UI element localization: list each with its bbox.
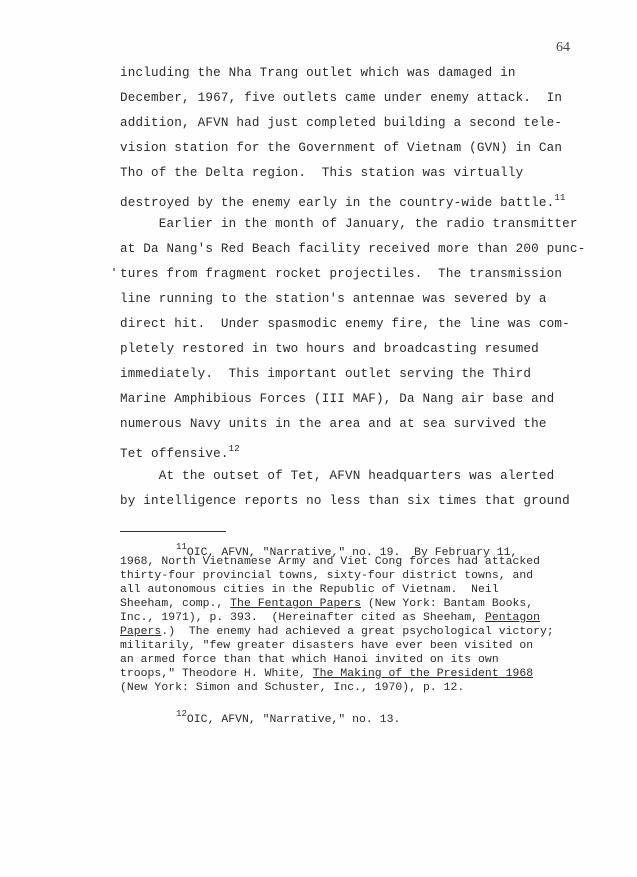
body-line: tures from fragment rocket projectiles. The transmission [120,267,563,281]
book-title: The Fentagon Papers [230,598,361,610]
body-line: line running to the station's antennae was severed by a [120,292,547,306]
footnote-11-line: (New York: Simon and Schuster, Inc., 1970), p. 12. [120,682,465,694]
footnote-separator [120,531,226,532]
body-line [120,442,240,461]
body-line-text: Tet offensive. [120,447,229,461]
footnote-11-line: $^{11}$OIC, AFVN, "Narrative," no. 19. By February 11, [176,542,518,559]
body-line: Marine Amphibious Forces (III MAF), Da Nang air base and [120,392,555,406]
book-title: Pentagon [484,612,541,624]
book-title: The Making of the President 1968 [312,668,534,680]
footnote-11-line: Papers.) The enemy had achieved a great psychological victory; [120,626,554,638]
scan-mark [113,268,115,271]
body-line: including the Nha Trang outlet which was damaged in [120,66,516,80]
body-line: December, 1967, five outlets came under enemy attack. In [120,91,563,105]
body-line: numerous Navy units in the area and at sea survived the [120,417,547,431]
body-line: At the outset of Tet, AFVN headquarters was alerted [120,469,555,483]
body-line: at Da Nang's Red Beach facility received more than 200 punc- [120,242,586,256]
body-line: direct hit. Under spasmodic enemy fire, the line was com- [120,317,570,331]
body-line: immediately. This important outlet serving the Third [120,367,532,381]
book-title: Papers [120,626,162,638]
footnote-11-line: all autonomous cities in the Republic of Vietnam. Neil [120,584,499,596]
footnote-11-line: thirty-four provincial towns, sixty-four district towns, and [120,570,534,582]
footnote-number: 11 [176,542,187,552]
footnote-11-line: troops," Theodore H. White, The Making of the President 1968 [120,668,534,680]
footnote-12-line: $^{12}$OIC, AFVN, "Narrative," no. 13. [176,709,401,726]
footnote-11-line: 1968, North Vietnamese Army and Viet Cong forces had attacked [120,556,541,568]
body-line [120,191,566,210]
footnote-ref-11: 11 [554,193,566,203]
footnote-number: 12 [176,709,187,719]
footnote-11-line: Inc., 1971), p. 393. (Hereinafter cited as Sheeham, Pentagon [120,612,541,624]
footnote-ref-12: 12 [228,444,240,454]
footnote-11-line: an armed force than that which Hanoi invited on its own [120,654,499,666]
body-line: vision station for the Government of Vietnam (GVN) in Can [120,141,563,155]
body-line-text: destroyed by the enemy early in the country-wide battle. [120,196,555,210]
footnote-11-line: Sheeham, comp., The Fentagon Papers (New York: Bantam Books, [120,598,534,610]
footnote-11-line: militarily, "few greater disasters have ever been visited on [120,640,534,652]
body-line: Tho of the Delta region. This station was virtually [120,166,524,180]
body-line: addition, AFVN had just completed building a second tele- [120,116,563,130]
body-line: pletely restored in two hours and broadcasting resumed [120,342,539,356]
body-line: Earlier in the month of January, the radio transmitter [120,217,578,231]
page-number: 64 [556,40,570,55]
body-line: by intelligence reports no less than six times that ground [120,494,570,508]
